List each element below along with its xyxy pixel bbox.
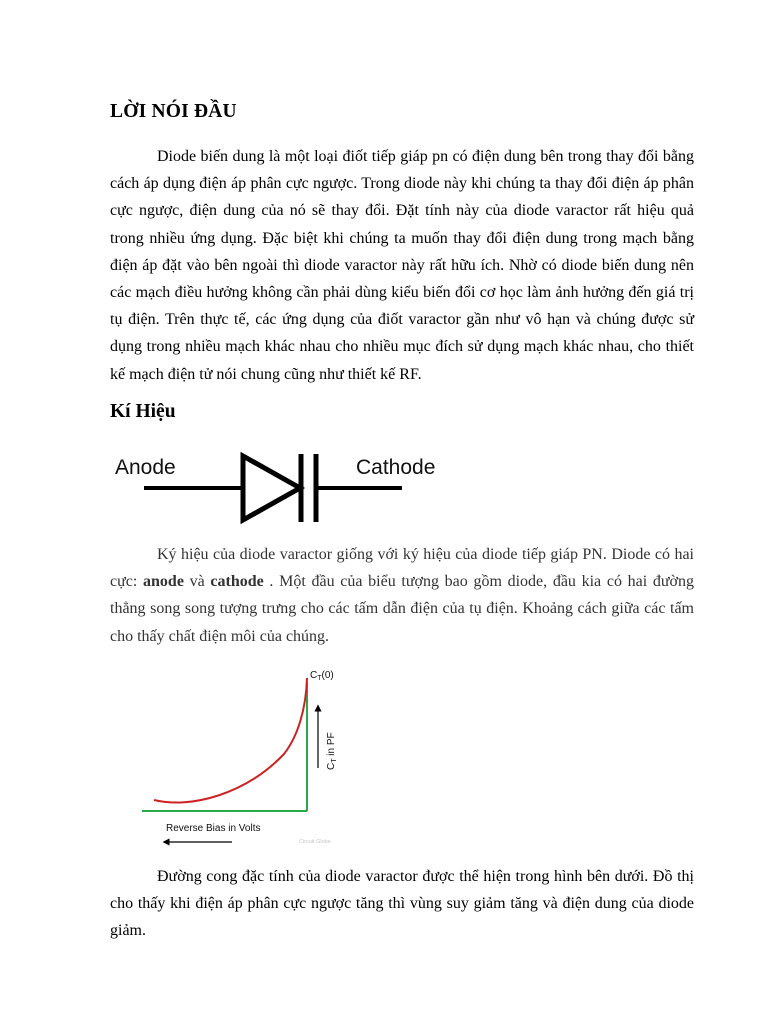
watermark: Circuit Globe	[299, 839, 331, 845]
page-title: LỜI NÓI ĐẦU	[110, 101, 237, 122]
y-axis-label: $C_T$ in PF	[326, 732, 338, 770]
x-axis-label: Reverse Bias in Volts	[166, 823, 261, 834]
intro-paragraph	[110, 143, 694, 388]
symbol-paragraph-and: và	[183, 573, 211, 591]
curve-paragraph	[110, 863, 694, 945]
anode-term: anode	[143, 573, 184, 591]
symbol-paragraph	[110, 541, 694, 650]
section-heading: Kí Hiệu	[110, 401, 176, 422]
capacitance-curve	[154, 678, 307, 803]
symbol-paragraph-text-2: . Một đầu của biểu tượng bao gồm diode, đầu kia có hai đường thẳng song song tượng trưng cho các tấm dẫn điện của tụ điện. Khoảng cách giữa các tấm cho thấy chất điện môi của chúng.	[110, 573, 694, 645]
symbol-paragraph-text-1: Ký hiệu của diode varactor giống với ký hiệu của diode tiếp giáp PN. Diode có hai cực:	[110, 546, 694, 591]
diode-triangle	[243, 456, 300, 520]
anode-label: Anode	[115, 456, 176, 479]
ct0-label: $C_T(0)$	[310, 670, 334, 682]
intro-paragraph-text: Diode biến dung là một loại điốt tiếp giáp pn có điện dung bên trong thay đổi bằng cách áp dụng điện áp phân cực ngược. Trong diode này khi chúng ta thay đổi điện áp phân cực ngược, điện dung của nó sẽ thay đổi. Đặt tính này của diode varactor rất hiệu quả trong nhiều ứng dụng. Đặc biệt khi chúng ta muốn thay đổi điện dung trong mạch bằng điện áp đặt vào bên ngoài thì diode varactor này rất hữu ích. Nhờ có diode biến dung nên các mạch điều hưởng không cần phải dùng kiểu biến đổi cơ học làm ảnh hưởng đến giá trị tụ điện. Trên thực tế, các ứng dụng của điốt varactor gần như vô hạn và chúng được sử dụng trong nhiều mạch khác nhau cho nhiều mục đích sử dụng mạch khác nhau, cho thiết kế mạch điện tử nói chung cũng như thiết kế RF.	[110, 148, 694, 383]
cathode-term: cathode	[210, 573, 264, 591]
cathode-label: Cathode	[356, 456, 436, 479]
curve-paragraph-text: Đường cong đặc tính của diode varactor được thể hiện trong hình bên dưới. Đồ thị cho thấy khi điện áp phân cực ngược tăng thì vùng suy giảm tăng và điện dung của diode giảm.	[110, 868, 694, 940]
characteristic-curve-figure	[136, 664, 346, 848]
varactor-symbol-figure	[110, 444, 460, 528]
